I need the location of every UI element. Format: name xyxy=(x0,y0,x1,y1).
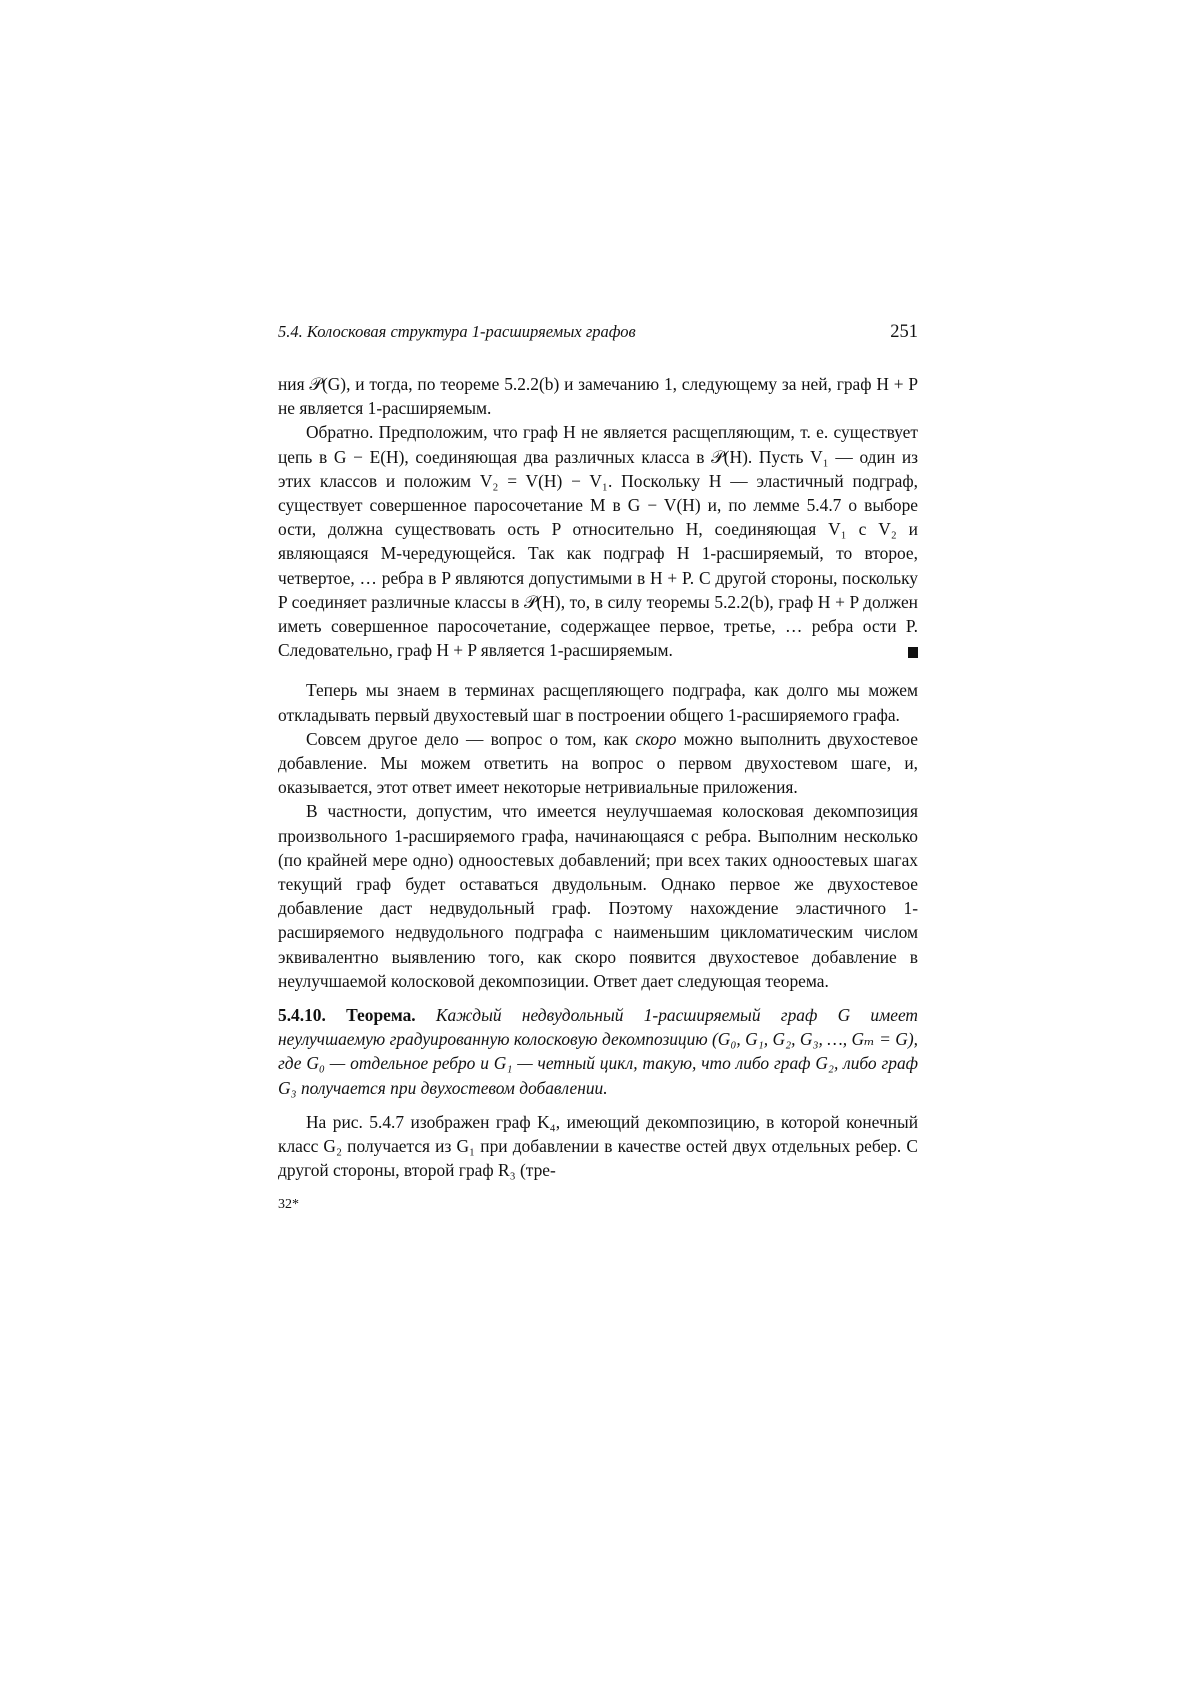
page-number: 251 xyxy=(890,322,918,342)
paragraph-decomposition: В частности, допустим, что имеется неулучшаемая колосковая декомпозиция произвольного 1-расширяемого графа, начинающаяся с ребра. Выполним несколько (по крайней мере одно) одноостевых добавлений; при всех таких одноостевых шагах текущий граф будет оставаться двудольным. Однако первое же двухостевое добавление даст недвудольный граф. Поэтому нахождение эластичного 1-расширяемого недвудольного подграфа с наименьшим цикломатическим числом эквивалентно выявлению того, как скоро появится двухостевое добавление в неулучшаемой колосковой декомпозиции. Ответ дает следующая теорема. xyxy=(278,801,918,991)
theorem xyxy=(278,1003,918,1100)
qed-square-icon xyxy=(908,647,918,658)
paragraph-two-ear-b: можно выполнить двухостевое добавление. Мы можем ответить на вопрос о первом двухостевом шаге, и, оказывается, этот ответ имеет некоторые нетривиальные приложения. xyxy=(278,728,918,798)
spacer xyxy=(278,993,918,1003)
page-body xyxy=(278,320,918,1217)
paragraph-two-ear-a: Совсем другое дело — вопрос о том, как xyxy=(306,728,636,749)
paragraph-two-ear xyxy=(278,727,918,800)
running-title: 5.4. Колосковая структура 1-расширяемых графов xyxy=(278,322,636,341)
spacer xyxy=(278,1100,918,1110)
proof-paragraph xyxy=(278,420,918,662)
theorem-statement: Каждый недвудольный 1-расширяемый граф G имеет неулучшаемую градуированную колосковую декомпозицию (G₀, G₁, G₂, G₃, …, Gₘ = G), где G₀ — отдельное ребро и G₁ — четный цикл, такую, что либо граф G₂, либо граф G₃ получается при двухостевом добавлении. xyxy=(278,1005,918,1098)
paragraph-figure-ref: На рис. 5.4.7 изображен граф K₄, имеющий декомпозицию, в которой конечный класс G₂ получается из G₁ при добавлении в качестве остей двух отдельных ребер. С другой стороны, второй граф R₃ (тре- xyxy=(278,1111,918,1181)
running-head xyxy=(278,320,918,350)
paragraph-splitting: Теперь мы знаем в терминах расщепляющего подграфа, как долго мы можем откладывать первый двухостевый шаг в построении общего 1-расширяемого графа. xyxy=(278,680,918,725)
spacer xyxy=(278,662,918,678)
proof-text: Обратно. Предположим, что граф H не является расщепляющим, т. е. существует цепь в G − E(H), соединяющая два различных класса в 𝒫(H). Пусть V₁ — один из этих классов и положим V₂ = V(H) − V₁. Поскольку H — эластичный подграф, существует совершенное паросочетание M в G − V(H) и, по лемме 5.4.7 о выборе ости, должна существовать ость P относительно H, соединяющая V₁ с V₂ и являющаяся M-чередующейся. Так как подграф H 1-расширяемый, то второе, четвертое, … ребра в P являются допустимыми в H + P. С другой стороны, поскольку P соединяет различные классы в 𝒫(H), то, в силу теоремы 5.2.2(b), граф H + P должен иметь совершенное паросочетание, содержащее первое, третье, … ребра ости P. Следовательно, граф H + P является 1-расширяемым. xyxy=(278,422,918,661)
emphasis-skoro: скоро xyxy=(635,728,677,749)
theorem-label: 5.4.10. Теорема. xyxy=(278,1005,416,1026)
paragraph-continuation: ния 𝒫(G), и тогда, по теореме 5.2.2(b) и замечанию 1, следующему за ней, граф H + P не является 1-расширяемым. xyxy=(278,374,918,419)
printer-signature: 32* xyxy=(278,1196,299,1212)
